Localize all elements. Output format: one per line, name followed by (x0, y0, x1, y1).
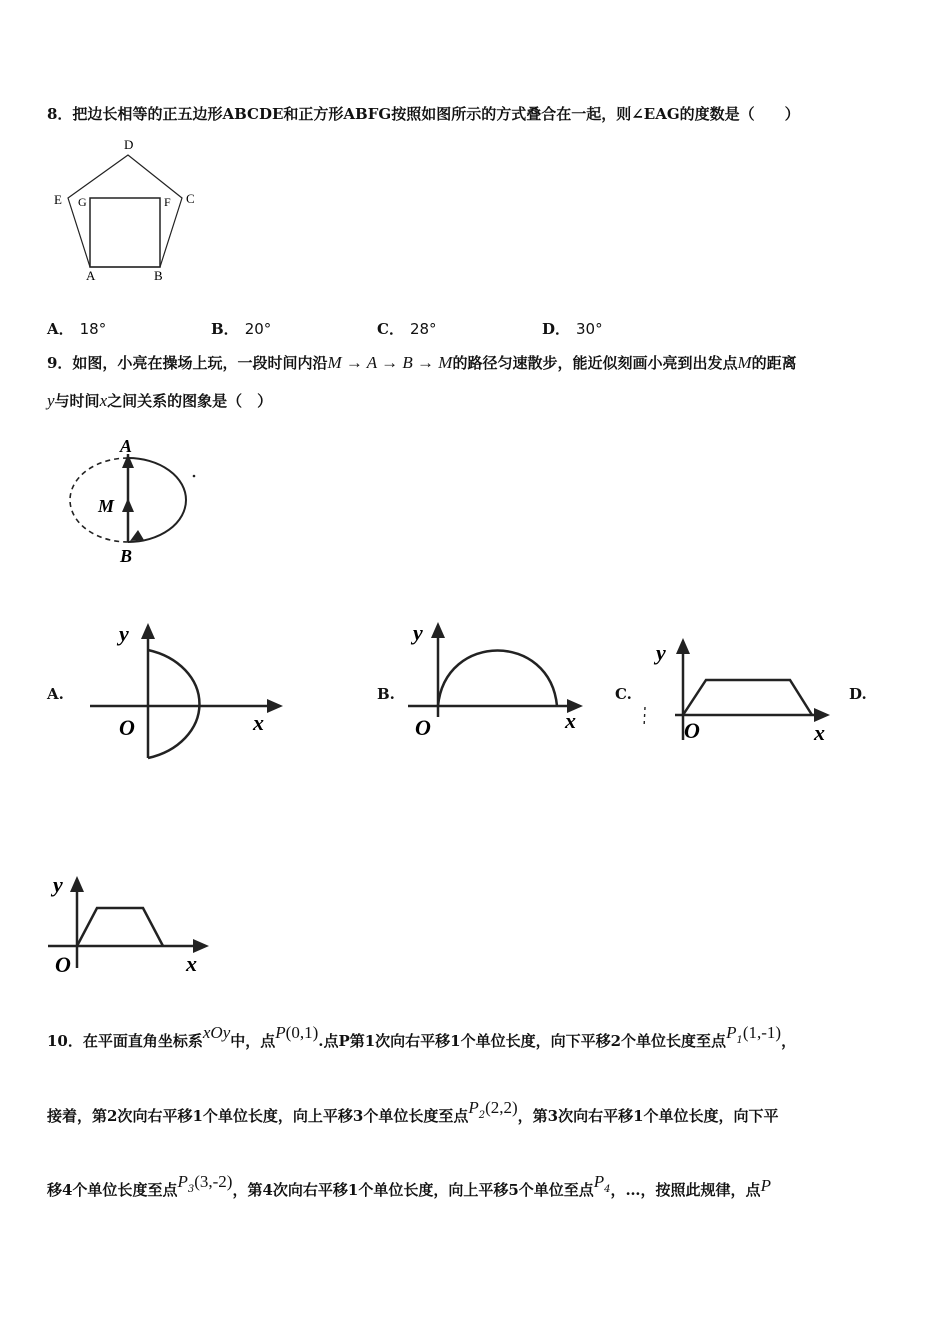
q9-option-a-graph[interactable] (85, 615, 295, 765)
pentagon-shape (68, 155, 182, 267)
label-f: F (164, 195, 171, 209)
label-c: C (186, 191, 195, 206)
q9-option-c-graph[interactable] (640, 630, 840, 750)
y-label: y (53, 872, 63, 897)
q9-option-a-label[interactable]: A. (47, 685, 64, 703)
trapezoid-curve (683, 680, 812, 715)
y-axis-arrow (431, 622, 445, 638)
scan-artifact (644, 707, 645, 728)
q8-pentagon-figure (50, 135, 210, 285)
origin-label: O (415, 715, 431, 740)
semicircle-curve (438, 651, 557, 707)
y-label: y (413, 620, 423, 645)
q9-stem-line2: y与时间x之间关系的图象是（ ） (47, 391, 273, 410)
x-axis-arrow (267, 699, 283, 713)
y-label: y (119, 621, 129, 646)
q10-line2: 接着，第2次向右平移1个单位长度，向上平移3个单位长度至点$P^2(2,2)$，第3次向右平移1个单位长度，向下平 (47, 1098, 779, 1125)
origin-label: O (684, 718, 700, 743)
track-right-solid (128, 458, 186, 542)
x-label: x (565, 708, 576, 733)
q10-line3: 移4个单位长度至点$P^3(3,‑2)$，第4次向右平移1个单位长度，向上平移5个单位至点$P^4$，…，按照此规律，点P (47, 1172, 771, 1199)
stray-dot (193, 475, 196, 478)
arrow-up-top (122, 454, 134, 468)
q9-option-d-label[interactable]: D. (849, 685, 867, 703)
q9-option-c-label[interactable]: C. (615, 685, 632, 703)
label-d: D (124, 137, 134, 152)
q9-option-d-graph[interactable] (45, 868, 225, 978)
y-axis-arrow (676, 638, 690, 654)
label-e: E (54, 192, 62, 207)
y-axis-arrow (141, 623, 155, 639)
q8-option-a[interactable]: A． 18° (47, 320, 107, 338)
label-b: B (154, 268, 163, 283)
q8-option-c[interactable]: C． 28° (377, 320, 437, 338)
trapezoid-curve (77, 908, 163, 946)
x-label: x (814, 720, 825, 745)
arrow-down-right (130, 530, 144, 541)
q8-stem: 8．把边长相等的正五边形ABCDE和正方形ABFG按照如图所示的方式叠合在一起，则∠EAG的度数是（ ） (47, 105, 800, 123)
origin-label: O (55, 952, 71, 977)
q9-option-b-label[interactable]: B. (377, 685, 395, 703)
label-m: M (98, 496, 115, 516)
label-a: A (86, 268, 96, 283)
x-label: x (186, 951, 197, 976)
q8-option-d[interactable]: D． 30° (542, 320, 603, 338)
q9-path-text: M → A → B → M (327, 353, 453, 372)
q10-line1: 10．在平面直角坐标系xOy中，点P(0,1).点P第1次向右平移1个单位长度，向下平移2个单位长度至点$P^1(1,‑1)$， (47, 1023, 797, 1050)
semicircle-curve (148, 650, 199, 758)
q9-track-figure (60, 430, 210, 570)
y-axis-arrow (70, 876, 84, 892)
label-g: G (78, 195, 87, 209)
label-b: B (120, 546, 133, 566)
q9-stem-line1: 9．如图，小亮在操场上玩，一段时间内沿M → A → B → M的路径匀速散步，能近似刻画小亮到出发点M的距离 (47, 353, 797, 372)
square-shape (90, 198, 160, 267)
y-label: y (656, 640, 666, 665)
x-label: x (253, 710, 264, 735)
origin-label: O (119, 715, 135, 740)
label-a: A (120, 436, 133, 456)
q8-option-b[interactable]: B． 20° (211, 320, 272, 338)
q9-option-b-graph[interactable] (405, 612, 605, 752)
arrow-up-mid (122, 498, 134, 512)
